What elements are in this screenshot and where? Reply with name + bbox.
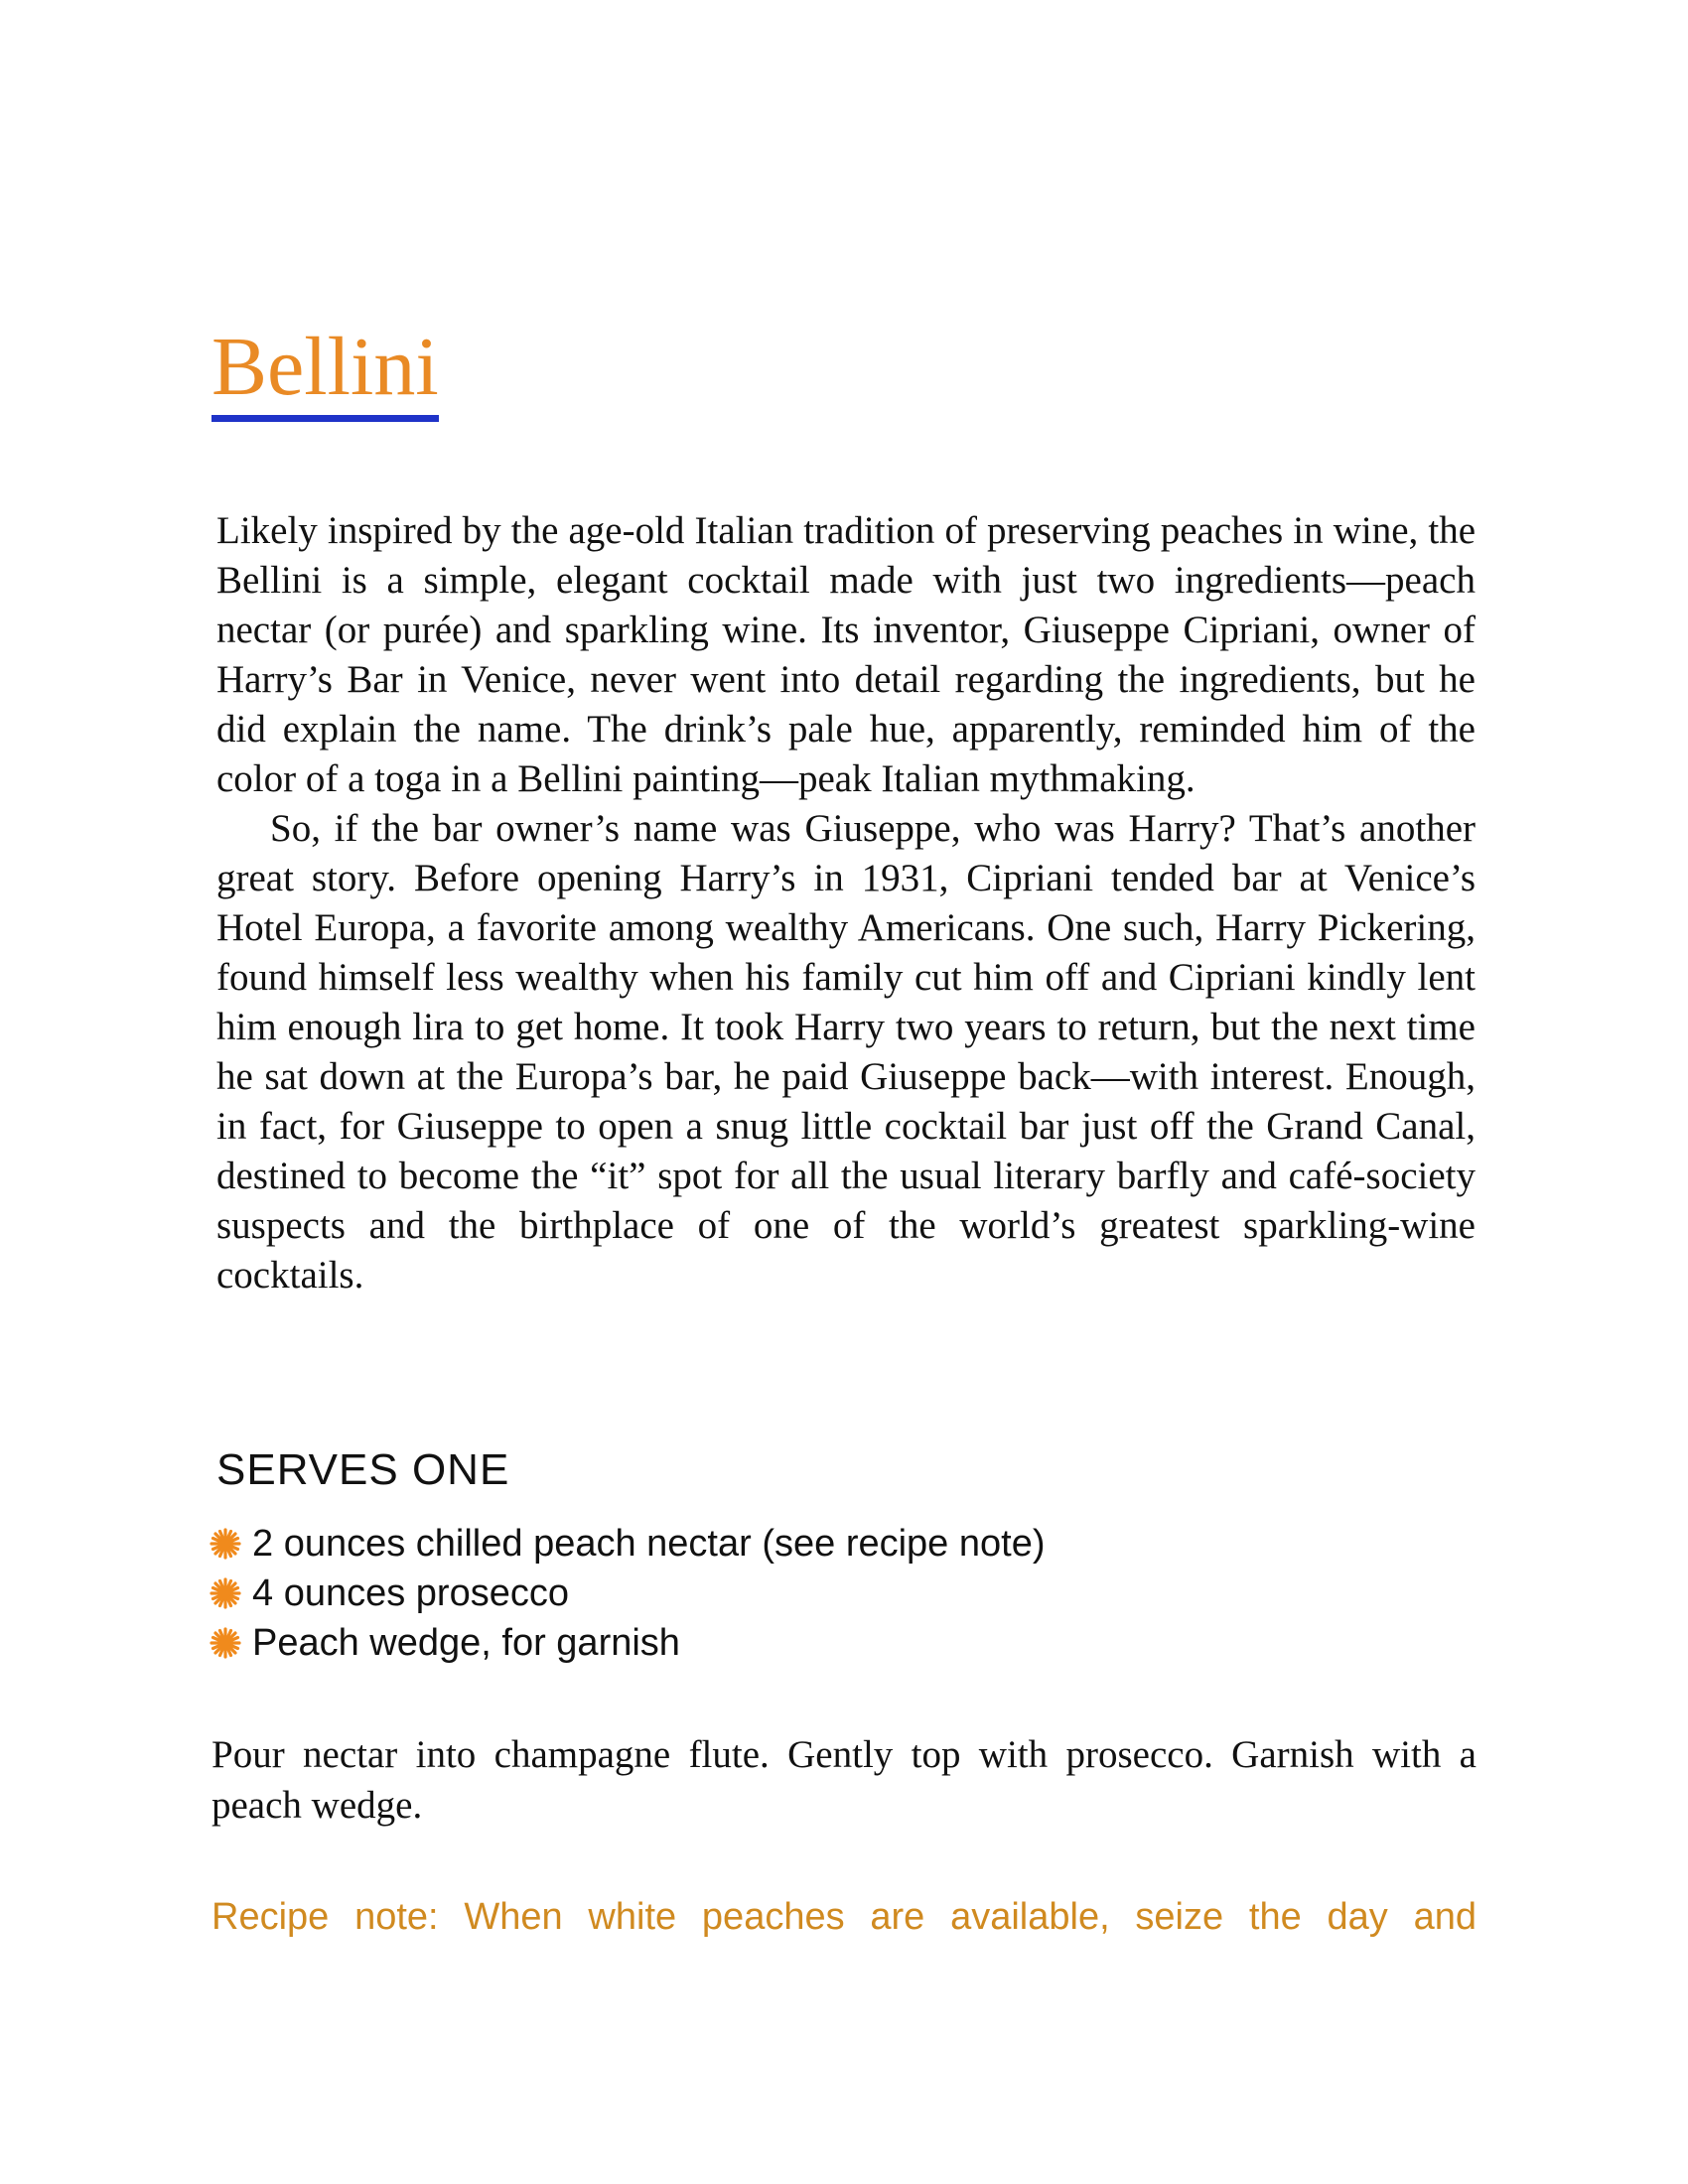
intro-text — [216, 506, 1476, 1300]
ingredient-text: 2 ounces chilled peach nectar (see recipe note) — [252, 1523, 1046, 1565]
starburst-icon — [209, 1527, 242, 1561]
recipe-title: Bellini — [211, 326, 439, 422]
ingredient-text: Peach wedge, for garnish — [252, 1622, 680, 1664]
starburst-icon — [209, 1626, 242, 1660]
ingredient-item — [209, 1618, 1045, 1668]
starburst-icon — [209, 1576, 242, 1610]
ingredient-item — [209, 1569, 1045, 1618]
serves-heading: SERVES ONE — [216, 1445, 510, 1494]
intro-paragraph-1: Likely inspired by the age-old Italian tradition of preserving peaches in wine, the Bellini is a simple, elegant cocktail made with just two ingredients—peach nectar (or purée) and sparkling wine. Its inventor, Giuseppe Cipriani, owner of Harry’s Bar in Venice, never went into detail regarding the ingredients, but he did explain the name. The drink’s pale hue, apparently, reminded him of the color of a toga in a Bellini painting—peak Italian mythmaking. — [216, 509, 1476, 800]
intro-paragraph-2: So, if the bar owner’s name was Giuseppe, who was Harry? That’s another great story. Before opening Harry’s in 1931, Cipriani tended bar at Venice’s Hotel Europa, a favorite among wealthy Americans. One such, Harry Pickering, found himself less wealthy when his family cut him off and Cipriani kindly lent him enough lira to get home. It took Harry two years to return, but the next time he sat down at the Europa’s bar, he paid Giuseppe back—with interest. Enough, in fact, for Giuseppe to open a snug little cocktail bar just off the Grand Canal, destined to become the “it” spot for all the usual literary barfly and café-society suspects and the birthplace of one of the world’s greatest sparkling-wine cocktails. — [216, 807, 1476, 1297]
ingredients-list — [209, 1519, 1045, 1668]
recipe-note: Recipe note: When white peaches are available, seize the day and — [211, 1896, 1477, 1938]
directions-text: Pour nectar into champagne flute. Gently top with prosecco. Garnish with a peach wedge. — [211, 1733, 1477, 1827]
ingredient-item — [209, 1519, 1045, 1569]
ingredient-text: 4 ounces prosecco — [252, 1572, 569, 1614]
